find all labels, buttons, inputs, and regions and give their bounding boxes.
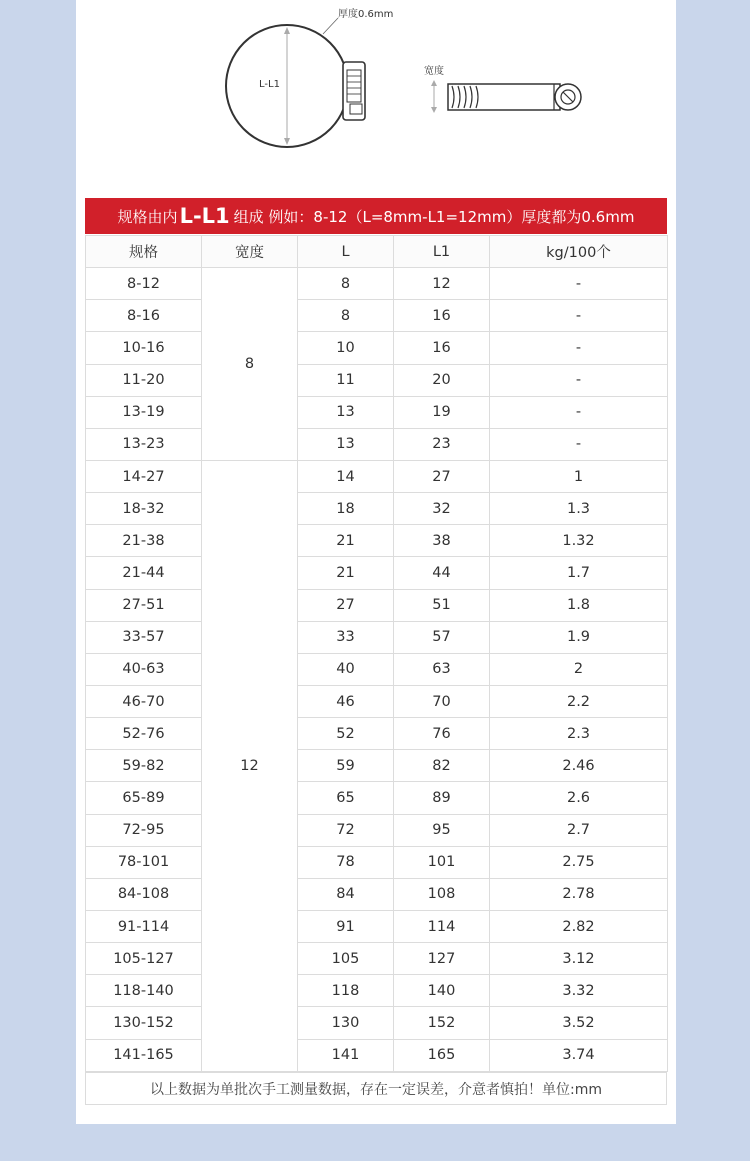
- cell-weight: 1.8: [490, 589, 668, 621]
- cell-spec: 46-70: [86, 685, 202, 717]
- hose-clamp-diagram: [76, 0, 676, 195]
- cell-l: 14: [298, 460, 394, 492]
- header-l: L: [298, 236, 394, 268]
- table-row: [86, 1039, 668, 1071]
- spec-banner: [85, 198, 667, 234]
- table-row: [86, 653, 668, 685]
- cell-weight: 3.12: [490, 943, 668, 975]
- cell-spec: 91-114: [86, 910, 202, 942]
- cell-spec: 72-95: [86, 814, 202, 846]
- cell-weight: -: [490, 364, 668, 396]
- cell-l: 46: [298, 685, 394, 717]
- cell-spec: 105-127: [86, 943, 202, 975]
- cell-l: 141: [298, 1039, 394, 1071]
- cell-weight: 2: [490, 653, 668, 685]
- cell-l: 11: [298, 364, 394, 396]
- footer-note: 以上数据为单批次手工测量数据，存在一定误差，介意者慎拍！单位:mm: [85, 1072, 667, 1105]
- table-row: [86, 332, 668, 364]
- table-row: [86, 300, 668, 332]
- cell-spec: 118-140: [86, 975, 202, 1007]
- cell-spec: 8-16: [86, 300, 202, 332]
- cell-weight: 2.78: [490, 878, 668, 910]
- table-row: [86, 525, 668, 557]
- thickness-label: 厚度0.6mm: [338, 9, 394, 20]
- cell-l: 118: [298, 975, 394, 1007]
- cell-l: 59: [298, 750, 394, 782]
- cell-l: 65: [298, 782, 394, 814]
- cell-l1: 16: [394, 300, 490, 332]
- cell-spec: 59-82: [86, 750, 202, 782]
- table-row: [86, 943, 668, 975]
- cell-weight: 3.52: [490, 1007, 668, 1039]
- cell-l1: 63: [394, 653, 490, 685]
- cell-spec: 65-89: [86, 782, 202, 814]
- cell-spec: 11-20: [86, 364, 202, 396]
- cell-weight: -: [490, 396, 668, 428]
- cell-weight: 2.7: [490, 814, 668, 846]
- cell-spec: 84-108: [86, 878, 202, 910]
- cell-width: 12: [202, 460, 298, 1071]
- cell-l: 91: [298, 910, 394, 942]
- cell-weight: 1.3: [490, 493, 668, 525]
- table-row: [86, 493, 668, 525]
- cell-l1: 12: [394, 268, 490, 300]
- cell-l1: 140: [394, 975, 490, 1007]
- cell-spec: 13-23: [86, 428, 202, 460]
- cell-l1: 20: [394, 364, 490, 396]
- cell-l1: 108: [394, 878, 490, 910]
- circle-label: L-L1: [259, 79, 280, 90]
- table-row: [86, 460, 668, 492]
- cell-l1: 16: [394, 332, 490, 364]
- table-header-row: [86, 236, 668, 268]
- cell-spec: 13-19: [86, 396, 202, 428]
- cell-l: 21: [298, 525, 394, 557]
- cell-weight: -: [490, 300, 668, 332]
- cell-l1: 76: [394, 718, 490, 750]
- cell-weight: -: [490, 268, 668, 300]
- header-spec: 规格: [86, 236, 202, 268]
- table-row: [86, 557, 668, 589]
- cell-spec: 52-76: [86, 718, 202, 750]
- header-weight: kg/100个: [490, 236, 668, 268]
- table-row: [86, 268, 668, 300]
- cell-weight: 2.3: [490, 718, 668, 750]
- cell-weight: 2.82: [490, 910, 668, 942]
- cell-l1: 152: [394, 1007, 490, 1039]
- cell-l: 21: [298, 557, 394, 589]
- cell-spec: 27-51: [86, 589, 202, 621]
- cell-l: 84: [298, 878, 394, 910]
- cell-weight: 1.32: [490, 525, 668, 557]
- cell-spec: 21-44: [86, 557, 202, 589]
- table-row: [86, 814, 668, 846]
- cell-spec: 33-57: [86, 621, 202, 653]
- cell-spec: 78-101: [86, 846, 202, 878]
- banner-prefix: 规格由内: [117, 207, 178, 226]
- cell-l1: 23: [394, 428, 490, 460]
- cell-spec: 8-12: [86, 268, 202, 300]
- cell-l: 72: [298, 814, 394, 846]
- table-body: [86, 268, 668, 1072]
- cell-spec: 130-152: [86, 1007, 202, 1039]
- cell-spec: 10-16: [86, 332, 202, 364]
- table-row: [86, 685, 668, 717]
- cell-weight: -: [490, 332, 668, 364]
- table-row: [86, 621, 668, 653]
- table-row: [86, 782, 668, 814]
- cell-l: 27: [298, 589, 394, 621]
- spec-table: [85, 235, 668, 1072]
- table-row: [86, 589, 668, 621]
- cell-l: 18: [298, 493, 394, 525]
- cell-weight: 1.7: [490, 557, 668, 589]
- cell-l1: 57: [394, 621, 490, 653]
- cell-l: 13: [298, 428, 394, 460]
- cell-weight: -: [490, 428, 668, 460]
- cell-l1: 95: [394, 814, 490, 846]
- table-row: [86, 428, 668, 460]
- table-row: [86, 975, 668, 1007]
- cell-weight: 2.46: [490, 750, 668, 782]
- cell-spec: 14-27: [86, 460, 202, 492]
- table-row: [86, 396, 668, 428]
- cell-l: 40: [298, 653, 394, 685]
- cell-weight: 3.74: [490, 1039, 668, 1071]
- header-l1: L1: [394, 236, 490, 268]
- cell-l: 8: [298, 300, 394, 332]
- cell-l: 52: [298, 718, 394, 750]
- table-row: [86, 718, 668, 750]
- cell-l: 10: [298, 332, 394, 364]
- cell-width: 8: [202, 268, 298, 461]
- cell-l1: 38: [394, 525, 490, 557]
- cell-spec: 21-38: [86, 525, 202, 557]
- cell-l: 78: [298, 846, 394, 878]
- cell-weight: 2.6: [490, 782, 668, 814]
- table-row: [86, 878, 668, 910]
- header-width: 宽度: [202, 236, 298, 268]
- banner-suffix: 组成 例如：8-12（L=8mm-L1=12mm）厚度都为0.6mm: [233, 207, 635, 226]
- cell-weight: 2.2: [490, 685, 668, 717]
- cell-l: 130: [298, 1007, 394, 1039]
- banner-highlight: L-L1: [179, 204, 230, 228]
- cell-weight: 2.75: [490, 846, 668, 878]
- cell-l: 13: [298, 396, 394, 428]
- table-row: [86, 910, 668, 942]
- cell-weight: 1: [490, 460, 668, 492]
- cell-l: 33: [298, 621, 394, 653]
- cell-spec: 18-32: [86, 493, 202, 525]
- cell-l1: 19: [394, 396, 490, 428]
- width-label: 宽度: [424, 66, 444, 77]
- cell-weight: 1.9: [490, 621, 668, 653]
- cell-l1: 32: [394, 493, 490, 525]
- cell-l1: 82: [394, 750, 490, 782]
- cell-l1: 51: [394, 589, 490, 621]
- cell-spec: 141-165: [86, 1039, 202, 1071]
- cell-l1: 44: [394, 557, 490, 589]
- cell-l1: 165: [394, 1039, 490, 1071]
- cell-weight: 3.32: [490, 975, 668, 1007]
- cell-l1: 70: [394, 685, 490, 717]
- cell-l: 8: [298, 268, 394, 300]
- table-row: [86, 364, 668, 396]
- product-card: [76, 0, 676, 1124]
- cell-l1: 89: [394, 782, 490, 814]
- cell-l1: 127: [394, 943, 490, 975]
- table-row: [86, 750, 668, 782]
- cell-l1: 114: [394, 910, 490, 942]
- cell-l1: 101: [394, 846, 490, 878]
- table-row: [86, 846, 668, 878]
- cell-l1: 27: [394, 460, 490, 492]
- table-row: [86, 1007, 668, 1039]
- cell-l: 105: [298, 943, 394, 975]
- cell-spec: 40-63: [86, 653, 202, 685]
